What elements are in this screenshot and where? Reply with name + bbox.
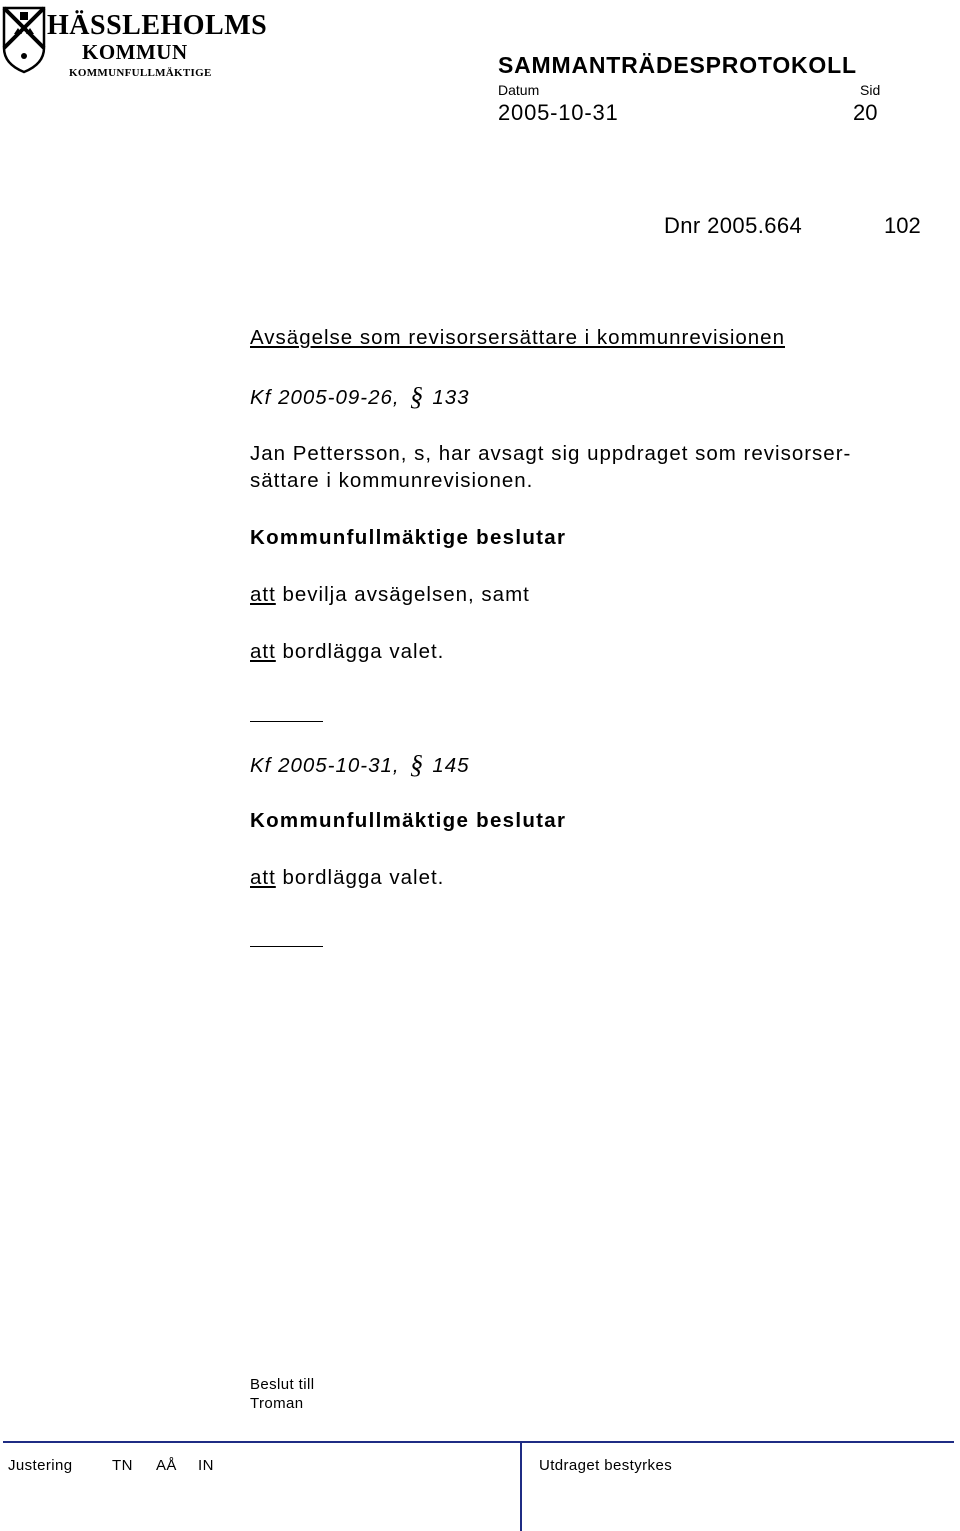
signature-initials: IN	[198, 1457, 214, 1474]
att-keyword: att	[250, 583, 276, 606]
item-title: Avsägelse som revisorsersättare i kommunrevisionen	[250, 326, 785, 349]
reference-previous-meeting	[250, 384, 470, 410]
section-divider	[250, 946, 323, 947]
decision-text: bordlägga valet.	[282, 866, 445, 889]
page-label: Sid	[860, 82, 881, 98]
decision-item	[250, 640, 444, 664]
recipients-label: Beslut till	[250, 1376, 315, 1393]
document-type-title: SAMMANTRÄDESPROTOKOLL	[498, 52, 857, 78]
signature-initials: AÅ	[156, 1457, 177, 1474]
coat-of-arms-icon	[2, 4, 46, 74]
paragraph-number: 102	[884, 213, 921, 238]
section-divider	[250, 721, 323, 722]
decision-text: bordlägga valet.	[282, 640, 445, 663]
svg-text:§: §	[410, 384, 425, 410]
logo-text-body: KOMMUNFULLMÄKTIGE	[69, 67, 212, 79]
decision-recipients	[250, 1375, 314, 1413]
case-number: Dnr 2005.664	[664, 213, 803, 238]
municipality-logo	[2, 4, 268, 80]
svg-text:§: §	[410, 752, 425, 778]
reference-current-meeting	[250, 752, 470, 778]
reference-paragraph: 145	[432, 754, 470, 777]
reference-date: Kf 2005-10-31,	[250, 754, 400, 777]
att-keyword: att	[250, 640, 276, 663]
item-description	[250, 440, 851, 494]
meeting-date: 2005-10-31	[498, 100, 619, 125]
page-number: 20	[853, 100, 878, 125]
reference-date: Kf 2005-09-26,	[250, 386, 400, 409]
decision-item	[250, 583, 530, 607]
recipient: Troman	[250, 1395, 304, 1412]
footer-divider	[520, 1441, 522, 1531]
certification-label: Utdraget bestyrkes	[539, 1457, 673, 1474]
date-label: Datum	[498, 82, 540, 98]
decision-text: bevilja avsägelsen, samt	[282, 583, 530, 606]
signature-initials: TN	[112, 1457, 133, 1474]
logo-text-kommun: KOMMUN	[82, 40, 188, 64]
footer-rule	[3, 1441, 954, 1443]
section-sign-icon	[406, 384, 428, 410]
logo-text-municipality: HÄSSLEHOLMS	[47, 10, 268, 41]
decision-heading: Kommunfullmäktige beslutar	[250, 526, 567, 549]
att-keyword: att	[250, 866, 276, 889]
justering-label: Justering	[8, 1457, 73, 1474]
description-line: Jan Pettersson, s, har avsagt sig uppdraget som revisorser-	[250, 442, 852, 465]
reference-paragraph: 133	[432, 386, 470, 409]
decision-heading: Kommunfullmäktige beslutar	[250, 809, 567, 832]
section-sign-icon	[406, 752, 428, 778]
description-line: sättare i kommunrevisionen.	[250, 469, 534, 492]
decision-item	[250, 866, 444, 890]
